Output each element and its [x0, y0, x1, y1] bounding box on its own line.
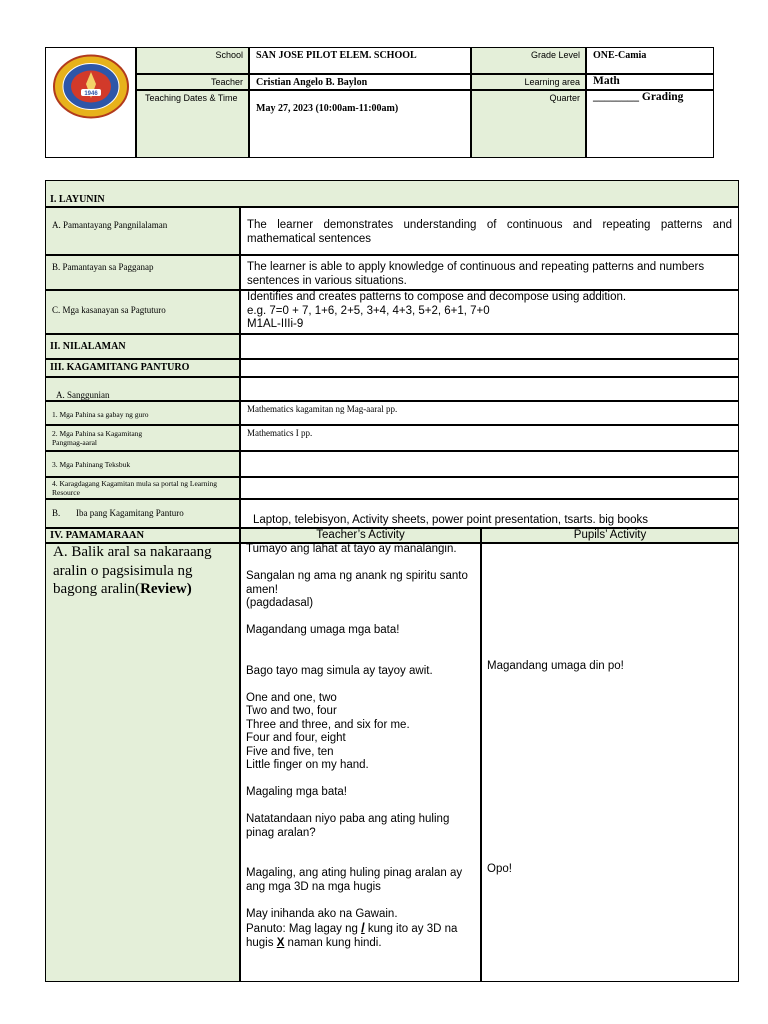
review-step-cell — [45, 543, 240, 982]
area-value: Math — [586, 74, 714, 90]
label-pahina-gabay: 1. Mga Pahina sa gabay ng guro — [45, 401, 240, 425]
section-layunin: I. LAYUNIN — [45, 180, 739, 207]
review-title-text: A. Balik aral sa nakaraang aralin o pagsisimula ng bagong aralin( — [53, 544, 212, 597]
teacher-line-sign-of-cross: Sangalan ng ama ng anank ng spiritu santo amen! — [246, 570, 468, 596]
teacher-line-activity: May inihanda ako na Gawain. — [246, 907, 398, 920]
value-karagdagang-kagamitan — [240, 477, 739, 499]
teacher-label: Teacher — [136, 74, 249, 90]
pupils-activity-header: Pupils’ Activity — [481, 528, 739, 543]
label-pahina-kagamitan: 2. Mga Pahina sa Kagamitang Pangmag-aaral — [45, 425, 240, 451]
section-kagamitang-panturo: III. KAGAMITANG PANTURO — [45, 359, 240, 377]
value-pamantayan-sa-pagganap: The learner is able to apply knowledge of continuous and repeating patterns and numbers sentences in various situations. — [240, 255, 739, 290]
directions-text-3: naman kung hindi. — [284, 936, 382, 949]
teacher-line-greeting: Magandang umaga mga bata! — [246, 624, 400, 636]
label-pamantayan-sa-pagganap: B. Pamantayan sa Pagganap — [45, 255, 240, 290]
review-title-bold: Review — [140, 581, 187, 597]
review-title-close: ) — [186, 581, 192, 597]
school-logo — [52, 54, 130, 119]
value-kagamitang-panturo — [240, 359, 739, 377]
label-karagdagang-kagamitan: 4. Karagdagang Kagamitan mula sa portal ng Learning Resource — [45, 477, 240, 499]
value-pahina-gabay: Mathematics kagamitan ng Mag-aaral pp. — [240, 401, 739, 425]
svg-text:1946: 1946 — [84, 91, 98, 97]
section-pamamaraan: IV. PAMAMARAAN — [45, 528, 240, 543]
directions-text-2: kung ito ay 3D na hugis — [246, 923, 458, 949]
teacher-line-prayer: Tumayo ang lahat at tayo ay manalangin. — [246, 543, 457, 555]
quarter-value: ________ Grading — [586, 90, 714, 158]
song-line-3: Three and three, and six for me. — [246, 718, 410, 731]
value-iba-pang-kagamitan: Laptop, telebisyon, Activity sheets, power point presentation, tsarts. big books — [240, 499, 739, 528]
section-nilalaman: II. NILALAMAN — [45, 334, 240, 359]
grade-label: Grade Level — [471, 47, 586, 74]
teacher-line-song-intro: Bago tayo mag simula ay tayoy awit. — [246, 664, 433, 677]
pupil-response-opo: Opo! — [487, 863, 512, 875]
review-step-title — [53, 543, 213, 599]
teacher-line-last-lesson: Magaling, ang ating huling pinag aralan ay ang mga 3D na mga hugis — [246, 867, 463, 893]
song-line-6: Little finger on my hand. — [246, 759, 369, 771]
song-line-5: Five and five, ten — [246, 745, 334, 758]
value-sanggunian — [240, 377, 739, 401]
school-label: School — [136, 47, 249, 74]
song-line-4: Four and four, eight — [246, 732, 346, 744]
teacher-line-praise: Magaling mga bata! — [246, 786, 348, 798]
teacher-activity-text — [246, 543, 476, 950]
kasanayan-code: M1AL-IIIi-9 — [247, 318, 304, 330]
value-pahina-kagamitan: Mathematics I pp. — [240, 425, 739, 451]
pupils-activity-cell — [481, 543, 739, 982]
dates-label: Teaching Dates & Time — [136, 90, 249, 158]
teacher-activity-header: Teacher’s Activity — [240, 528, 481, 543]
song-line-1: One and one, two — [246, 691, 337, 704]
label-kasanayan: C. Mga kasanayan sa Pagtuturo — [45, 290, 240, 334]
label-pamantayang-pangnilalaman: A. Pamantayang Pangnilalaman — [45, 207, 240, 255]
area-label: Learning area — [471, 74, 586, 90]
quarter-label: Quarter — [471, 90, 586, 158]
value-nilalaman — [240, 334, 739, 359]
school-value: SAN JOSE PILOT ELEM. SCHOOL — [249, 47, 471, 74]
kasanayan-line-2: e.g. 7=0 + 7, 1+6, 2+5, 3+4, 4+3, 5+2, 6+1, 7+0 — [247, 304, 490, 317]
x-mark: X — [276, 936, 285, 949]
teacher-line-recall-question: Natatandaan niyo paba ang ating huling pinag aralan? — [246, 813, 450, 839]
grade-value: ONE-Camia — [586, 47, 714, 74]
value-kasanayan — [240, 290, 739, 334]
song-line-2: Two and two, four — [246, 705, 337, 717]
value-pamantayang-pangnilalaman: The learner demonstrates understanding of continuous and repeating patterns and mathematical sentences — [240, 207, 739, 255]
kasanayan-line-1: Identifies and creates patterns to compose and decompose using addition. — [247, 291, 627, 303]
teacher-line-directions — [246, 921, 476, 950]
directions-text-1: Panuto: Mag lagay ng — [246, 923, 362, 935]
label-pahina-teksbuk: 3. Mga Pahinang Teksbuk — [45, 451, 240, 477]
check-mark: / — [361, 920, 365, 935]
dates-value: May 27, 2023 (10:00am-11:00am) — [249, 90, 471, 158]
teacher-line-praying: (pagdadasal) — [246, 597, 314, 609]
label-sanggunian: A. Sanggunian — [45, 377, 240, 401]
value-pahina-teksbuk — [240, 451, 739, 477]
pupil-response-greeting: Magandang umaga din po! — [487, 660, 624, 672]
teacher-value: Cristian Angelo B. Baylon — [249, 74, 471, 90]
label-iba-pang-kagamitan: B. Iba pang Kagamitang Panturo — [45, 499, 240, 528]
